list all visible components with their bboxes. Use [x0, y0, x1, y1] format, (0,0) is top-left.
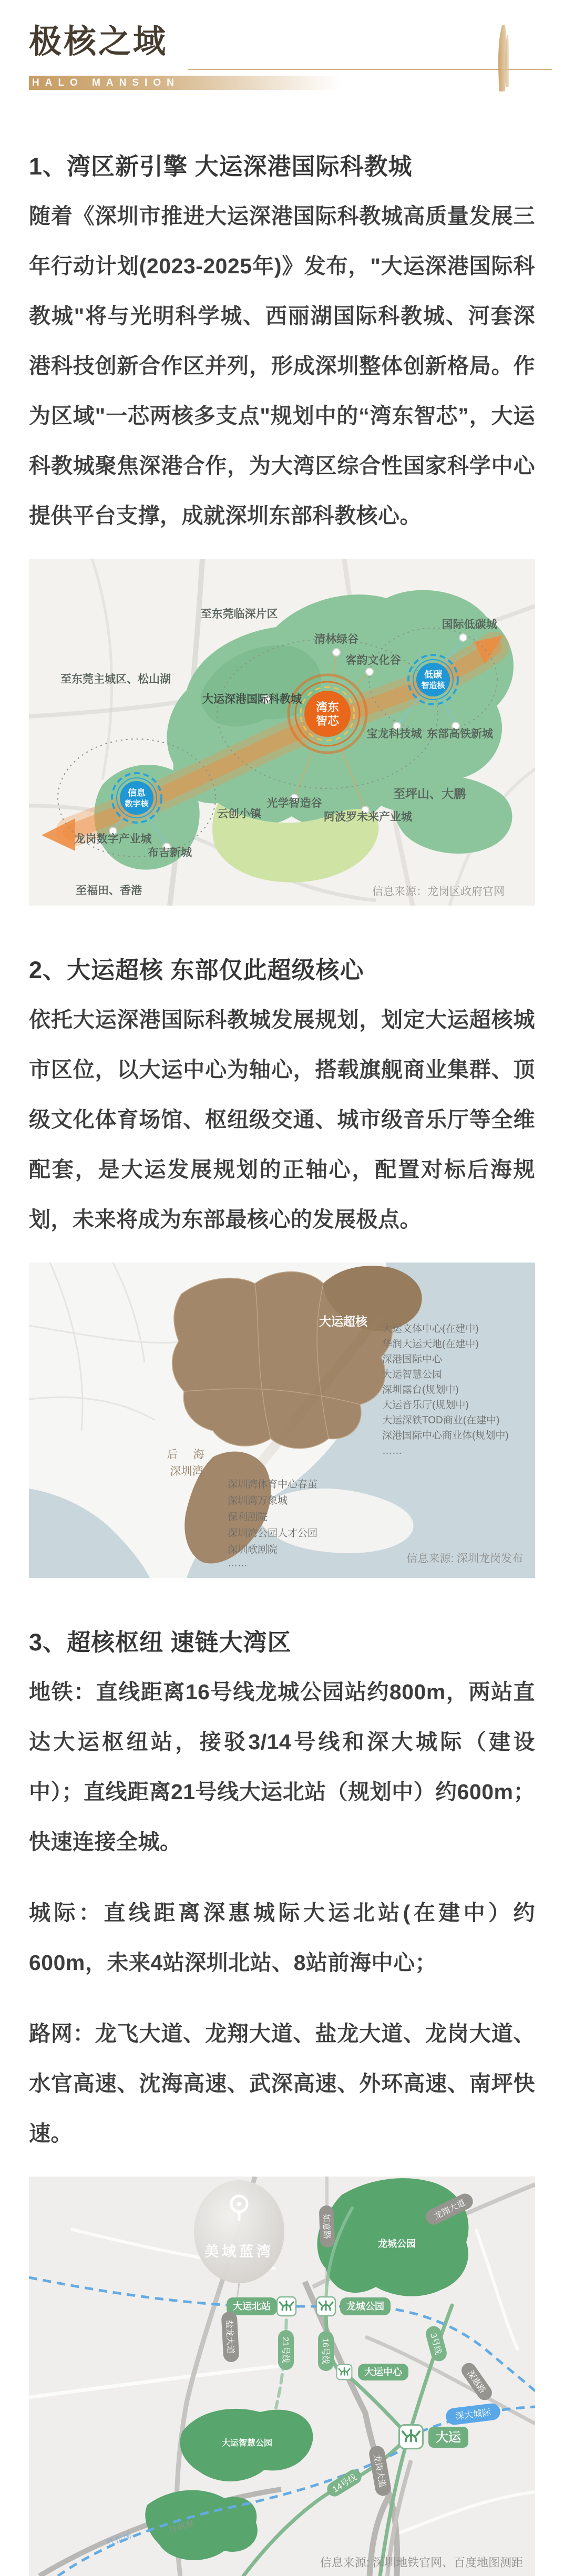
road-pill-longxiang: 龙翔大道 — [433, 2198, 467, 2222]
station-dayun-north: 大运北站 — [233, 2301, 271, 2312]
map1-label-apollo: 阿波罗未来产业城 — [324, 811, 412, 823]
road-pill-yanlong: 盐龙大道 — [224, 2320, 235, 2354]
map1-label-shuzi: 龙岗数字产业城 — [74, 833, 152, 845]
hub-center-label-line1: 湾东 — [315, 701, 340, 714]
article-body — [29, 150, 535, 2576]
map2-left-item: 深圳湾体育中心春茧 — [228, 1479, 318, 1490]
metro-station-icon — [399, 2425, 423, 2449]
map2-right-item: 深港国际中心商业体(规划中) — [382, 1430, 509, 1441]
map2-left-item: …… — [228, 1558, 248, 1569]
map1-label-lowcarbon-city: 国际低碳城 — [442, 619, 497, 631]
subtitle-gold-strip — [29, 76, 354, 90]
map2-left-item: 深圳湾公园人才公园 — [228, 1528, 318, 1539]
section3-metro-paragraph: 地铁：直线距离16号线龙城公园站约800m，两站直达大运枢纽站，接驳3/14号线和深大城际（建设中）；直线距离21号线大运北站（规划中）约600m；快速连接全城。 — [29, 1680, 535, 1854]
section2-heading: 2、大运超核 东部仅此超级核心 — [29, 957, 364, 983]
map2-right-item: 大运音乐厅(规划中) — [382, 1400, 469, 1411]
map3-direction-qianhai: 往前海 — [168, 2519, 195, 2535]
map1-label-pingshan: 至坪山、大鹏 — [393, 787, 466, 800]
page-title: 极核之域 — [29, 24, 168, 60]
map1-label-futian: 至福田、香港 — [76, 885, 142, 897]
map1-label-guangxue: 光学智造谷 — [266, 797, 322, 809]
map2-right-item: …… — [382, 1445, 402, 1456]
map3-project-name: 美域蓝湾 — [204, 2244, 274, 2260]
map1-label-gaotie: 东部高铁新城 — [427, 728, 493, 740]
figure-science-city-map — [29, 559, 535, 906]
hub-right-label-line2: 智造核 — [421, 681, 445, 690]
map1-label-qinglin: 清林绿谷 — [314, 633, 358, 645]
map2-shenzhenwan-label: 深圳湾 — [170, 1465, 203, 1477]
header — [0, 0, 564, 93]
brush-stroke-icon — [491, 25, 513, 91]
hub-left-label-line2: 数字核 — [125, 799, 149, 808]
map3-direction-airport: 往机场 — [106, 2531, 133, 2548]
station-dayun-center: 大运中心 — [364, 2367, 402, 2377]
road-pill-ruyi: 如意路 — [321, 2213, 331, 2240]
map2-supercore-label: 大运超核 — [319, 1315, 367, 1328]
map1-label-buji: 布吉新城 — [148, 847, 192, 859]
section2-paragraph: 依托大运深港国际科教城发展规划，划定大运超核城市区位，以大运中心为轴心，搭载旗舰商业集群、顶级文化体育场馆、枢纽级交通、城市级音乐厅等全维配套，是大运发展规划的正轴心，配置对标后海规划，未来将成为东部最核心的发展极点。 — [29, 1008, 535, 1231]
figure-transit-map — [29, 2177, 535, 2576]
section3-heading: 3、超核枢纽 速链大湾区 — [29, 1629, 292, 1656]
hub-left-label-line1: 信息 — [128, 788, 146, 798]
map2-houhai-label: 后 海 — [167, 1449, 207, 1461]
hub-right-label-line1: 低碳 — [424, 670, 442, 680]
metro-station-icon — [337, 2365, 352, 2380]
line-pill-16: 16号线 — [321, 2338, 330, 2364]
science-city-map — [29, 559, 535, 906]
map2-right-item: 大运文体中心(在建中) — [382, 1323, 479, 1335]
map2-left-item: 深圳湾万象城 — [228, 1495, 288, 1506]
section3-intercity-paragraph: 城际：直线距离深惠城际大运北站(在建中）约600m，未来4站深圳北站、8站前海中心； — [29, 1901, 535, 1975]
metro-station-icon — [316, 2297, 335, 2316]
metro-station-icon — [277, 2297, 296, 2316]
map1-source-watermark: 信息来源：龙岗区政府官网 — [372, 886, 505, 898]
map2-right-item: 深圳露台(规划中) — [382, 1384, 459, 1395]
map2-left-item: 保利剧院 — [228, 1512, 268, 1523]
section1-heading: 1、湾区新引擎 大运深港国际科教城 — [29, 153, 413, 180]
map2-left-item: 深圳歌剧院 — [228, 1544, 278, 1555]
station-dayun: 大运 — [436, 2430, 461, 2445]
map1-label-baolong: 宝龙科技城 — [366, 728, 422, 740]
map3-park-longcheng-label: 龙城公园 — [378, 2239, 416, 2249]
line-pill-14: 14号线 — [331, 2472, 358, 2495]
map2-right-item: 大运深铁TOD商业(在建中) — [382, 1415, 500, 1426]
supercore-map — [29, 1263, 535, 1578]
map2-right-item: 华润大运天地(在建中) — [382, 1339, 479, 1350]
map1-label-linshen: 至东莞临深片区 — [200, 608, 278, 620]
road-pill-shenhui: 深惠路 — [465, 2369, 487, 2395]
map1-label-keji-city: 大运深港国际科教城 — [202, 693, 302, 705]
hub-center-label-line2: 智芯 — [315, 714, 340, 727]
map2-right-item: 大运智慧公园 — [382, 1369, 443, 1380]
road-pill-longgang: 龙岗大道 — [372, 2454, 387, 2489]
subtitle-text: HALO MANSION — [32, 77, 180, 88]
intercity-pill-shenda: 深大城际 — [455, 2407, 491, 2422]
map1-label-yunchuang: 云创小镇 — [217, 808, 261, 820]
map3-park-smart-label: 大运智慧公园 — [221, 2439, 273, 2448]
section3-roadnet-paragraph: 路网：龙飞大道、龙翔大道、盐龙大道、龙岗大道、水官高速、沈海高速、武深高速、外环高速、南坪快速。 — [29, 2021, 535, 2146]
map1-label-keyun: 客韵文化谷 — [345, 654, 401, 666]
figure-supercore-map — [29, 1263, 535, 1578]
station-longcheng-park: 龙城公园 — [346, 2301, 384, 2312]
map2-right-item: 深港国际中心 — [382, 1354, 443, 1365]
map3-source-watermark: 信息来源: 深圳地铁官网、百度地图测距 — [320, 2556, 523, 2569]
map1-label-dongguan: 至东莞主城区、松山湖 — [60, 673, 171, 685]
line-pill-3: 3号线 — [428, 2332, 443, 2356]
map2-source-watermark: 信息来源: 深圳龙岗发布 — [406, 1553, 523, 1565]
transit-map — [29, 2177, 535, 2576]
line-pill-21: 21号线 — [281, 2337, 290, 2363]
section1-paragraph: 随着《深圳市推进大运深港国际科教城高质量发展三年行动计划(2023-2025年)》发布，"大运深港国际科教城"将与光明科学城、西丽湖国际科教城、河套深港科技创新合作区并列，形成深圳整体创新格局。作为区域"一芯两核多支点"规划中的“湾东智芯”，大运科教城聚焦深港合作，为大湾区综合性国家科学中心提供平台支撑，成就深圳东部科教核心。 — [29, 204, 535, 528]
